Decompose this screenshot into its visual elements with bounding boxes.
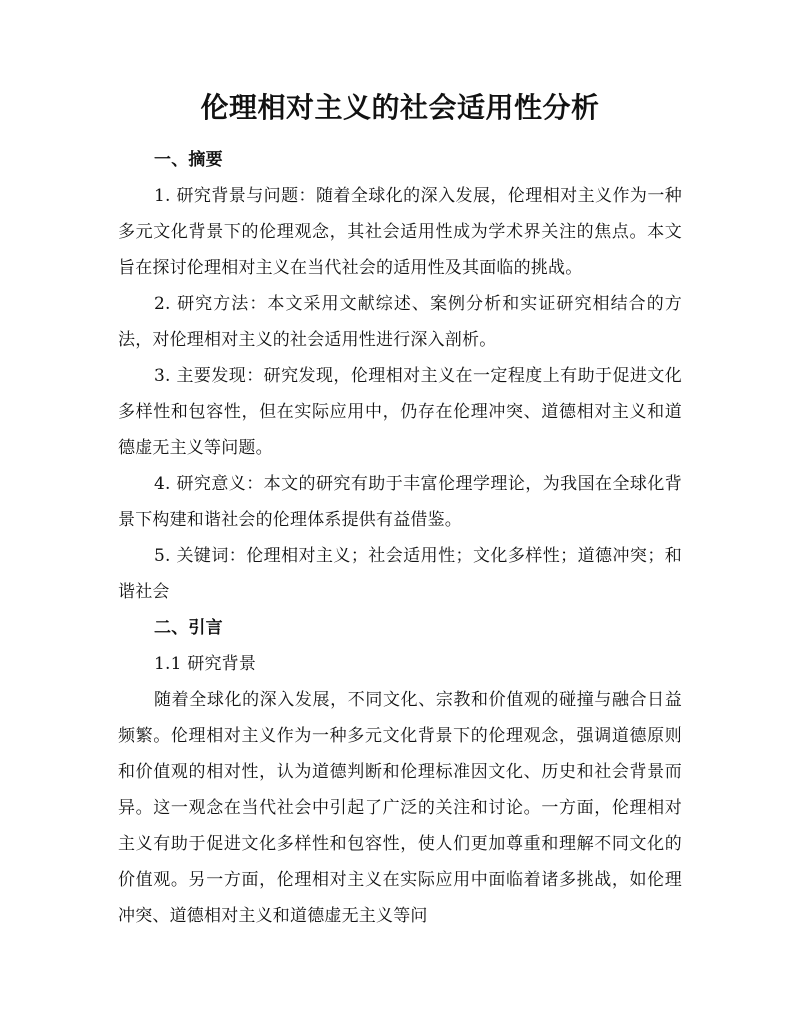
- abstract-item-2: 2. 研究方法：本文采用文献综述、案例分析和实证研究相结合的方法，对伦理相对主义的社会适用性进行深入剖析。: [118, 294, 682, 350]
- research-background-heading: 1.1 研究背景: [154, 654, 257, 674]
- introduction-heading: 二、引言: [154, 618, 223, 638]
- abstract-item-1: 1. 研究背景与问题：随着全球化的深入发展，伦理相对主义作为一种多元文化背景下的伦理观念，其社会适用性成为学术界关注的焦点。本文旨在探讨伦理相对主义在当代社会的适用性及其面临的挑战。: [118, 186, 682, 278]
- abstract-item-3: 3. 主要发现：研究发现，伦理相对主义在一定程度上有助于促进文化多样性和包容性，但在实际应用中，仍存在伦理冲突、道德相对主义和道德虚无主义等问题。: [118, 366, 682, 458]
- research-background-paragraph: 随着全球化的深入发展，不同文化、宗教和价值观的碰撞与融合日益频繁。伦理相对主义作为一种多元文化背景下的伦理观念，强调道德原则和价值观的相对性，认为道德判断和伦理标准因文化、历史和社会背景而异。这一观念在当代社会中引起了广泛的关注和讨论。一方面，伦理相对主义有助于促进文化多样性和包容性，使人们更加尊重和理解不同文化的价值观。另一方面，伦理相对主义在实际应用中面临着诸多挑战，如伦理冲突、道德相对主义和道德虚无主义等问: [118, 690, 682, 926]
- abstract-heading: 一、摘要: [154, 150, 223, 170]
- abstract-item-4: 4. 研究意义：本文的研究有助于丰富伦理学理论，为我国在全球化背景下构建和谐社会的伦理体系提供有益借鉴。: [118, 474, 682, 530]
- document-title: 伦理相对主义的社会适用性分析: [200, 91, 600, 124]
- document-body: [118, 142, 682, 934]
- abstract-item-5: 5. 关键词：伦理相对主义；社会适用性；文化多样性；道德冲突；和谐社会: [118, 546, 682, 602]
